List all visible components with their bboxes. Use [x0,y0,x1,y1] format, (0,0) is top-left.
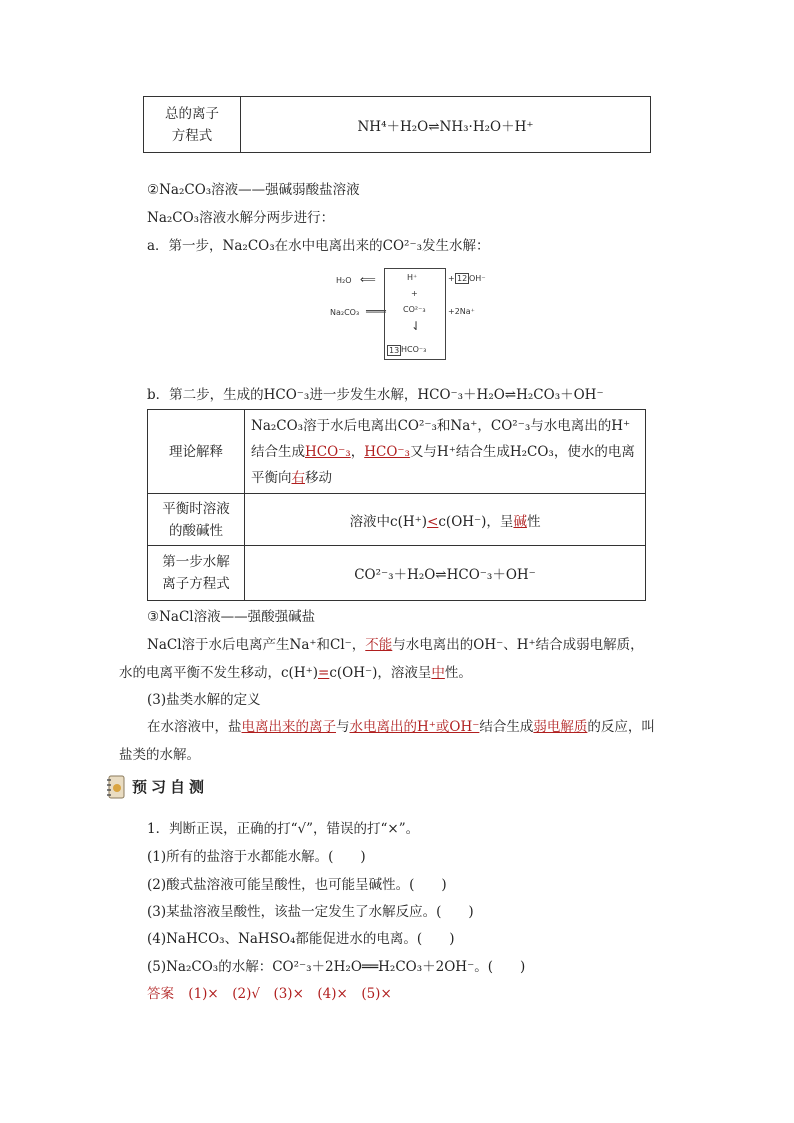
answer-neutral: 中 [431,665,445,681]
table2-row1-label: 理论解释 [148,410,245,494]
table2-row1-content [245,410,646,494]
diagram-box [384,268,446,360]
answer-less-than: < [427,513,439,530]
section2-step-b: b．第二步，生成的HCO⁻₃进一步发生水解，HCO⁻₃＋H₂O⇌H₂CO₃＋OH⁻ [147,387,604,403]
table1-label-line1: 总的离子 [165,105,219,122]
selftest-title: 预习自测 [132,778,209,796]
answer-ions: 电离出来的离子 [241,719,336,735]
selftest-item-1: (1)所有的盐溶于水都能水解。( ) [147,849,366,865]
answer-right: 右 [291,469,305,486]
answer-hco3-1: HCO⁻₃ [305,443,351,460]
diagram-co3: CO²⁻₃ [403,305,426,314]
selftest-item-4: (4)NaHCO₃、NaHSO₄都能促进水的电离。( ) [147,931,455,947]
answer-h-oh: 水电离出的H⁺或OH⁻ [349,719,480,735]
diagram-na: +2Na⁺ [448,307,475,316]
table1-label-cell [144,97,241,153]
selftest-answer [147,982,392,1002]
equation-table [143,96,651,153]
table1-equation: NH⁴＋H₂O⇌NH₃·H₂O＋H⁺ [241,97,651,153]
table1-label-line2: 方程式 [171,127,213,144]
table2-row2-content: 溶液中c(H⁺)<c(OH⁻)，呈碱性 [245,494,646,546]
answer-equal: = [318,665,330,681]
selftest-item-2: (2)酸式盐溶液可能呈酸性，也可能呈碱性。( ) [147,877,447,893]
section2-intro: Na₂CO₃溶液水解分两步进行： [147,210,335,226]
table2-row3-label: 第一步水解 离子方程式 [148,546,245,601]
answer-hco3-2: HCO⁻₃ [364,443,410,460]
table2-row1-line1: Na₂CO₃溶于水后电离出CO²⁻₃和Na⁺，CO²⁻₃与水电离出的H⁺ [251,417,631,434]
diagram-arrow-h2o: ⟸ [360,273,376,286]
diagram-na2co3: Na₂CO₃ [330,308,360,317]
selftest-item-3: (3)某盐溶液呈酸性，该盐一定发生了水解反应。( ) [147,904,474,920]
section4-p2: 盐类的水解。 [119,747,200,763]
table2-row3-content: CO²⁻₃＋H₂O⇌HCO⁻₃＋OH⁻ [245,546,646,601]
section3-heading: ③NaCl溶液——强酸强碱盐 [147,609,316,625]
answer-weak-electrolyte: 弱电解质 [533,719,588,735]
answer-label: 答案 [147,986,174,1002]
table2-row2-label: 平衡时溶液 的酸碱性 [148,494,245,546]
diagram-down-arrow: ⇃ [411,319,422,333]
table2-row1-line2: 结合生成HCO⁻₃，HCO⁻₃又与H⁺结合生成H₂CO₃，使水的电离 [251,443,635,460]
answer-values: (1)× (2)√ (3)× (4)× (5)× [188,986,392,1002]
section2-heading: ②Na₂CO₃溶液——强碱弱酸盐溶液 [147,182,360,198]
selftest-item-5: (5)Na₂CO₃的水解：CO²⁻₃＋2H₂O══H₂CO₃＋2OH⁻。( ) [147,959,526,975]
hydrolysis-diagram: H₂O ⟸ Na₂CO₃ ═══ H⁺ + CO²⁻₃ ⇃ 13 HCO⁻₃ + 12 OH⁻ +2Na⁺ [330,264,490,364]
section4-p1: 在水溶液中，盐电离出来的离子与水电离出的H⁺或OH⁻结合生成弱电解质的反应，叫 [147,719,655,735]
diagram-hco3: HCO⁻₃ [401,345,427,354]
diagram-oh-num: 12 [457,274,468,283]
table2-row1-line3: 平衡向右移动 [251,469,332,486]
diagram-h2o: H₂O [336,276,352,285]
section3-p1: NaCl溶于水后电离产生Na⁺和Cl⁻，不能与水电离出的OH⁻、H⁺结合成弱电解质， [147,637,644,653]
notebook-icon [106,775,126,799]
selftest-q1: 1．判断正误，正确的打“√”，错误的打“×”。 [147,821,420,837]
diagram-arrow-na2co3: ═══ [366,305,386,318]
diagram-h-plus: H⁺ [407,273,418,282]
diagram-oh: OH⁻ [469,274,486,283]
answer-alkaline: 碱 [513,513,527,530]
diagram-plus: + [411,289,418,298]
answer-cannot: 不能 [365,637,393,653]
diagram-hco3-num: 13 [389,346,400,355]
section2-step-a: a．第一步，Na₂CO₃在水中电离出来的CO²⁻₃发生水解： [147,238,490,254]
section4-heading: (3)盐类水解的定义 [147,692,261,708]
section3-p2: 水的电离平衡不发生移动，c(H⁺)=c(OH⁻)，溶液呈中性。 [119,665,472,681]
carbonate-table [147,409,646,601]
